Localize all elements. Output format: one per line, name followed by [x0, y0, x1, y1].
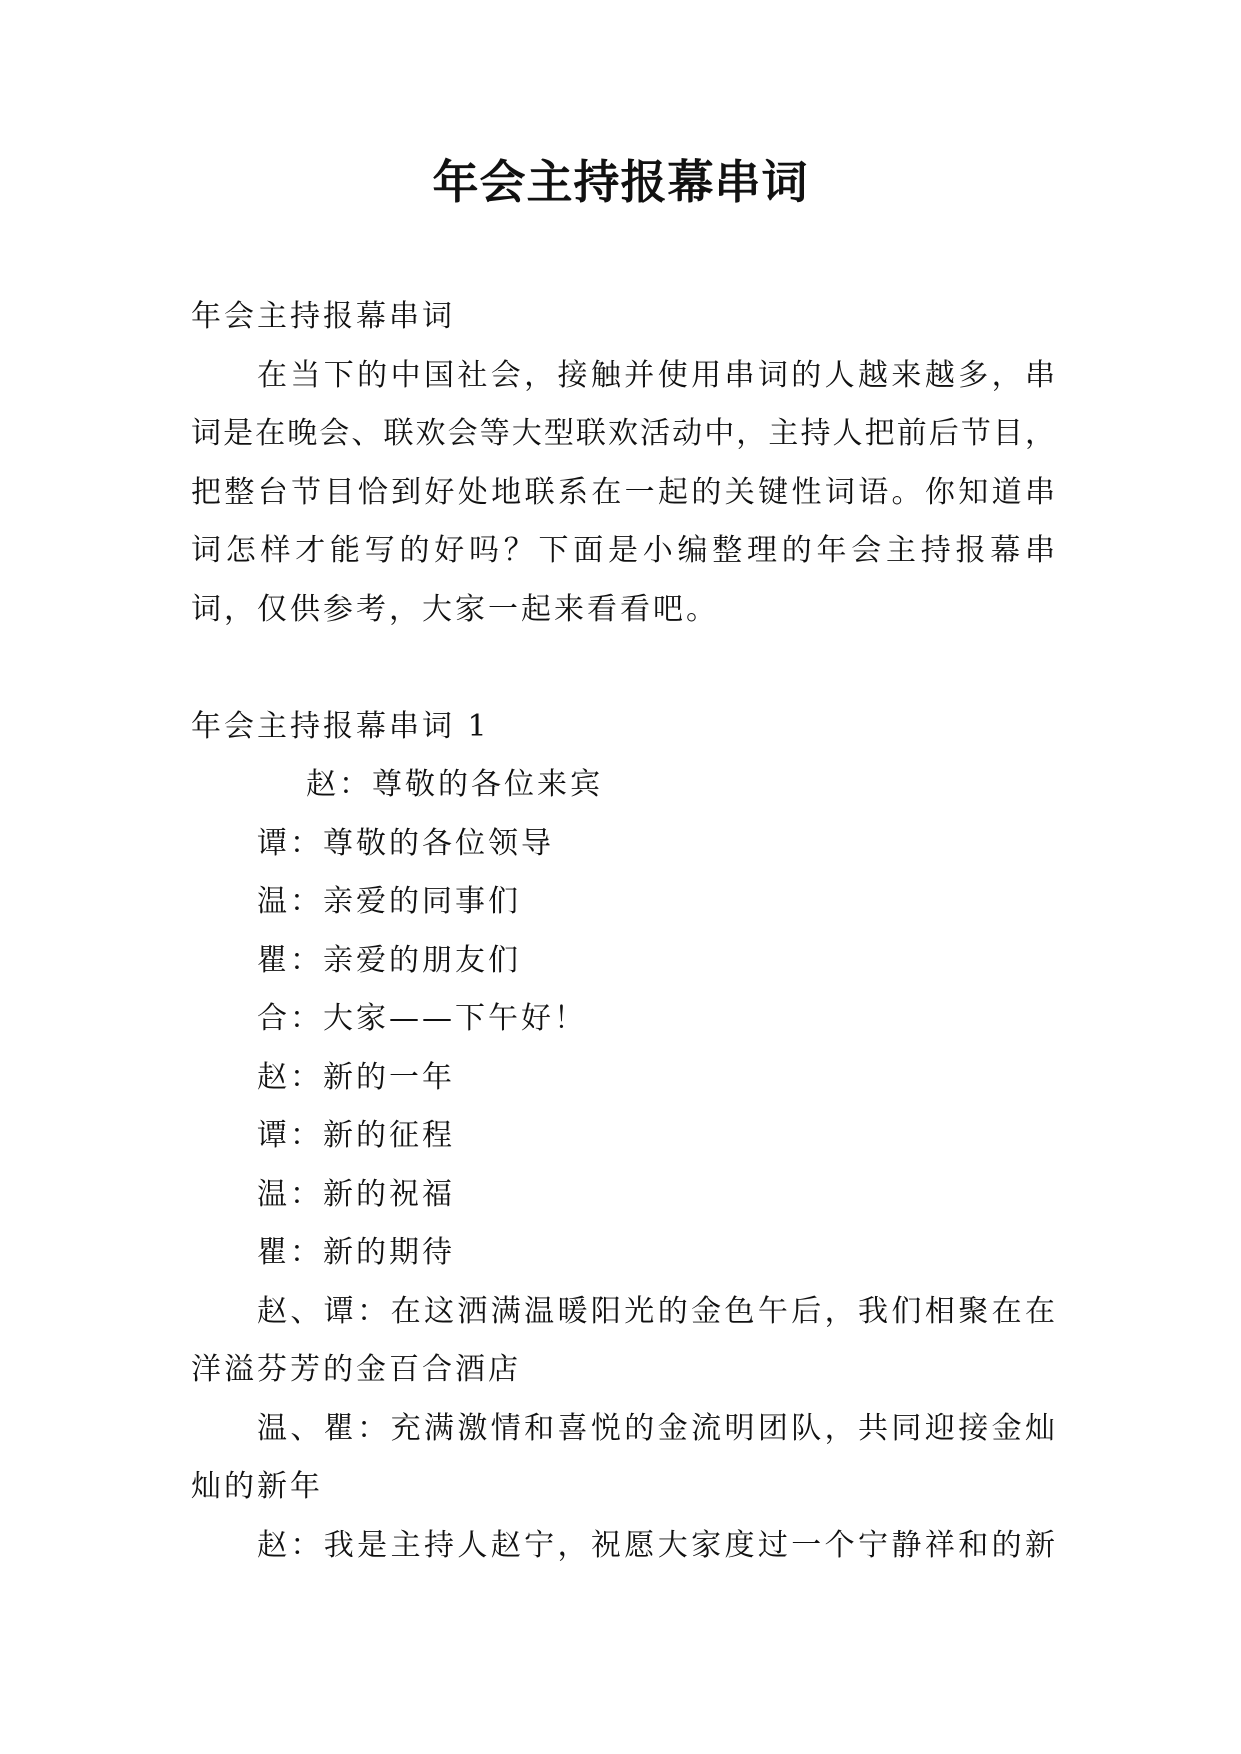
paragraph-gap: [191, 639, 1057, 698]
host-script: [191, 756, 1057, 1575]
script-line: 灿的新年: [191, 1469, 323, 1504]
script-line: 洋溢芬芳的金百合酒店: [191, 1352, 521, 1387]
script-line: 瞿：新的期待: [257, 1235, 455, 1270]
intro-line: 词怎样才能写的好吗？下面是小编整理的年会主持报幕串: [191, 533, 1057, 568]
intro-line: 词是在晚会、联欢会等大型联欢活动中，主持人把前后节目，: [191, 416, 1057, 451]
script-line: 赵、谭：在这洒满温暖阳光的金色午后，我们相聚在在: [257, 1293, 1057, 1329]
section-heading: 年会主持报幕串词 1: [191, 708, 490, 744]
script-line: 温：亲爱的同事们: [257, 884, 521, 919]
document-title: 年会主持报幕串词: [432, 155, 809, 209]
script-line: 赵：我是主持人赵宁，祝愿大家度过一个宁静祥和的新: [257, 1527, 1057, 1563]
document-body: [191, 288, 1057, 1575]
script-line: 赵：尊敬的各位来宾: [306, 767, 603, 802]
intro-line: 把整台节目恰到好处地联系在一起的关键性词语。你知道串: [191, 474, 1057, 510]
intro-line: 词，仅供参考，大家一起来看看吧。: [191, 591, 719, 627]
intro-line: 在当下的中国社会，接触并使用串词的人越来越多，串: [257, 357, 1057, 393]
intro-paragraph: [191, 347, 1057, 640]
script-line: 温：新的祝福: [257, 1176, 455, 1212]
script-line: 谭：新的征程: [257, 1118, 455, 1153]
script-line: 谭：尊敬的各位领导: [257, 825, 554, 861]
script-line: 合：大家——下午好！: [257, 1001, 587, 1036]
script-line: 瞿：亲爱的朋友们: [257, 942, 521, 978]
script-line: 温、瞿：充满激情和喜悦的金流明团队，共同迎接金灿: [257, 1410, 1057, 1446]
intro-heading: 年会主持报幕串词: [191, 299, 455, 334]
script-line: 赵：新的一年: [257, 1059, 455, 1095]
